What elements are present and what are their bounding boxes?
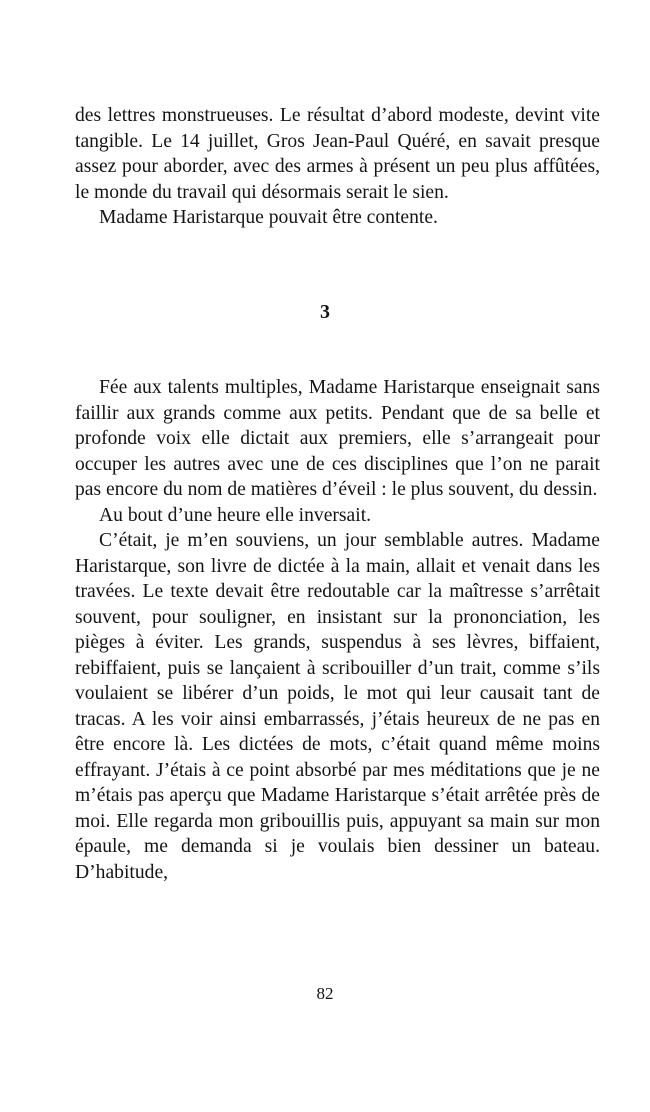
paragraph: Fée aux talents multiples, Madame Haristarque enseignait sans faillir aux grands comme aux petits. Pendant que de sa belle et profonde voix elle dictait aux premiers, elle s’arrangeait pour occuper les autres avec une de ces disciplines que l’on ne parait pas encore du nom de matières d’éveil : le plus souvent, du dessin. bbox=[75, 377, 600, 500]
paragraph-continuation: des lettres monstrueuses. Le résultat d’abord modeste, devint vite tangible. Le 14 juillet, Gros Jean-Paul Quéré, en savait presque assez pour aborder, avec des armes à présent un peu plus affûtées, le monde du travail qui désormais serait le sien. bbox=[75, 105, 600, 203]
continued-text bbox=[75, 103, 600, 231]
paragraph: Madame Haristarque pouvait être contente. bbox=[99, 207, 438, 228]
paragraph: C’était, je m’en souviens, un jour semblable autres. Madame Haristarque, son livre de dictée à la main, allait et venait dans les travées. Le texte devait être redoutable car la maîtresse s’arrêtait souvent, pour souligner, en insistant sur la prononciation, les pièges à éviter. Les grands, suspendus à ses lèvres, biffaient, rebiffaient, puis se lançaient à scribouiller d’un trait, comme s’ils voulaient se libérer d’un poids, le mot qui leur causait tant de tracas. A les voir ainsi embarrassés, j’étais heureux de ne pas en être encore là. Les dictées de mots, c’était quand même moins effrayant. J’étais à ce point absorbé par mes méditations que je ne m’étais pas aperçu que Madame Haristarque s’était arrêtée près de moi. Elle regarda mon gribouillis puis, appuyant sa main sur mon épaule, me demanda si je voulais bien dessiner un bateau. D’habitude, bbox=[75, 530, 600, 883]
page-number: 82 bbox=[316, 984, 334, 1003]
chapter-number: 3 bbox=[320, 301, 330, 323]
paragraph: Au bout d’une heure elle inversait. bbox=[99, 504, 372, 526]
chapter-text bbox=[75, 375, 600, 885]
